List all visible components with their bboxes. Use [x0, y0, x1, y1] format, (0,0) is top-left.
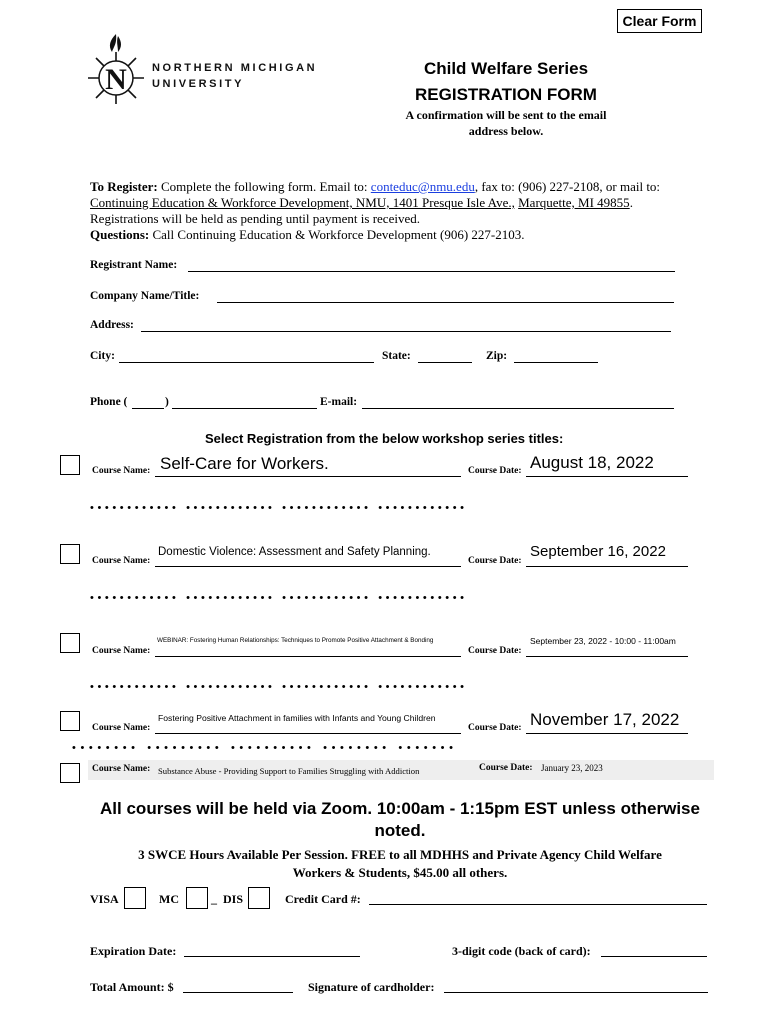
credit-card-label: Credit Card #:	[285, 892, 361, 906]
course-3-name-line	[155, 656, 461, 657]
email-field[interactable]	[362, 408, 674, 409]
zip-label: Zip:	[486, 350, 508, 362]
course-4-name[interactable]: Fostering Positive Attachment in families with Infants and Young Children	[158, 713, 436, 723]
confirmation-note-line2: address below.	[468, 124, 544, 138]
email-label: E-mail:	[320, 396, 358, 408]
email-link[interactable]: conteduc@nmu.edu	[370, 179, 475, 194]
expiration-label: Expiration Date:	[90, 944, 177, 958]
course-4-date-line	[526, 733, 688, 734]
dis-checkbox[interactable]	[248, 887, 270, 909]
phone-label: Phone (	[90, 396, 128, 408]
registrant-name-label: Registrant Name:	[90, 259, 178, 271]
separator-dots: •••••••••••• •••••••••••• •••••••••••• ••••••••••••	[90, 592, 468, 604]
credit-card-field[interactable]	[369, 904, 707, 905]
phone-close-paren: )	[165, 396, 169, 408]
course-2-date[interactable]: September 16, 2022	[530, 543, 666, 560]
course-3-date-line	[526, 656, 688, 657]
course-date-label: Course Date:	[468, 556, 522, 566]
separator-dots: •••••••••••• •••••••••••• •••••••••••• ••••••••••••	[90, 681, 468, 693]
clear-form-button[interactable]: Clear Form	[617, 9, 702, 33]
course-name-label: Course Name:	[92, 723, 151, 733]
course-date-label: Course Date:	[468, 646, 522, 656]
total-amount-label: Total Amount: $	[90, 980, 174, 994]
logo-text-line1: NORTHERN MICHIGAN	[152, 62, 318, 74]
logo-text-line2: UNIVERSITY	[152, 78, 245, 90]
company-field[interactable]	[217, 302, 674, 303]
visa-label: VISA	[90, 892, 119, 906]
course-date-label: Course Date:	[468, 723, 522, 733]
phone-area-code-field[interactable]	[132, 408, 164, 409]
visa-checkbox[interactable]	[124, 887, 146, 909]
nmu-logo-icon	[84, 32, 148, 106]
city-field[interactable]	[119, 362, 374, 363]
svg-text:N: N	[105, 63, 127, 96]
course-3-checkbox[interactable]	[60, 633, 80, 653]
company-label: Company Name/Title:	[90, 290, 200, 302]
course-name-label: Course Name:	[92, 646, 151, 656]
course-4-date[interactable]: November 17, 2022	[530, 710, 680, 729]
mc-checkbox[interactable]	[186, 887, 208, 909]
course-1-name-line	[155, 476, 461, 477]
signature-field[interactable]	[444, 992, 708, 993]
city-label: City:	[90, 350, 115, 362]
cvv-field[interactable]	[601, 956, 707, 957]
underscore-label: _	[211, 892, 217, 906]
course-1-date[interactable]: August 18, 2022	[530, 453, 654, 472]
registrant-name-field[interactable]	[188, 271, 675, 272]
course-2-checkbox[interactable]	[60, 544, 80, 564]
state-field[interactable]	[418, 362, 472, 363]
confirmation-note-line1: A confirmation will be sent to the email	[405, 108, 607, 122]
course-4-name-line	[155, 733, 461, 734]
course-date-label: Course Date:	[479, 763, 533, 773]
zip-field[interactable]	[514, 362, 598, 363]
address-label: Address:	[90, 319, 134, 331]
course-date-label: Course Date:	[468, 466, 522, 476]
course-1-checkbox[interactable]	[60, 455, 80, 475]
course-name-label: Course Name:	[92, 466, 151, 476]
course-2-name-line	[155, 566, 461, 567]
course-4-checkbox[interactable]	[60, 711, 80, 731]
course-5-name[interactable]: Substance Abuse - Providing Support to Families Struggling with Addiction	[158, 766, 420, 776]
dis-label: DIS	[223, 892, 244, 906]
form-title: Child Welfare Series	[423, 59, 589, 78]
address-field[interactable]	[141, 331, 671, 332]
expiration-field[interactable]	[184, 956, 360, 957]
course-5-date[interactable]: January 23, 2023	[541, 763, 603, 773]
signature-label: Signature of cardholder:	[308, 980, 435, 994]
course-5-checkbox[interactable]	[60, 763, 80, 783]
course-3-name[interactable]: WEBINAR: Fostering Human Relationships: Techniques to Promote Positive Attachment & Bonding	[157, 637, 434, 644]
course-2-date-line	[526, 566, 688, 567]
course-name-label: Course Name:	[92, 556, 151, 566]
course-3-date[interactable]: September 23, 2022 - 10:00 - 11:00am	[530, 636, 676, 646]
course-1-date-line	[526, 476, 688, 477]
separator-dots: •••••••••••• •••••••••••• •••••••••••• ••••••••••••	[90, 502, 468, 514]
select-registration-heading: Select Registration from the below workshop series titles:	[205, 431, 564, 446]
zoom-notice: All courses will be held via Zoom. 10:00am - 1:15pm EST unless otherwise noted.	[100, 799, 700, 840]
course-name-label: Course Name:	[92, 764, 151, 774]
registration-instructions: To Register: Complete the following form. Email to: conteduc@nmu.edu, fax to: (906) 227-2108, or mail to: Continuing Education & Workforce Development, NMU, 1401 Presque Isle Ave., Marquette, MI 49855. Registrations will be held as pending until payment is received. Questions: Call Continuing Education & Workforce Development (906) 227-2103.	[90, 179, 661, 242]
separator-dots: •••••••• ••••••••• •••••••••• •••••••• •••••••	[72, 742, 458, 754]
form-subtitle: REGISTRATION FORM	[415, 85, 597, 104]
course-2-name[interactable]: Domestic Violence: Assessment and Safety Planning.	[158, 546, 431, 558]
phone-field[interactable]	[172, 408, 317, 409]
total-amount-field[interactable]	[183, 992, 293, 993]
course-1-name[interactable]: Self-Care for Workers.	[160, 454, 329, 473]
swce-notice: 3 SWCE Hours Available Per Session. FREE to all MDHHS and Private Agency Child Welfare Workers & Students, $45.00 all others.	[138, 847, 662, 880]
cvv-label: 3-digit code (back of card):	[452, 944, 591, 958]
mc-label: MC	[159, 892, 179, 906]
state-label: State:	[382, 350, 411, 362]
